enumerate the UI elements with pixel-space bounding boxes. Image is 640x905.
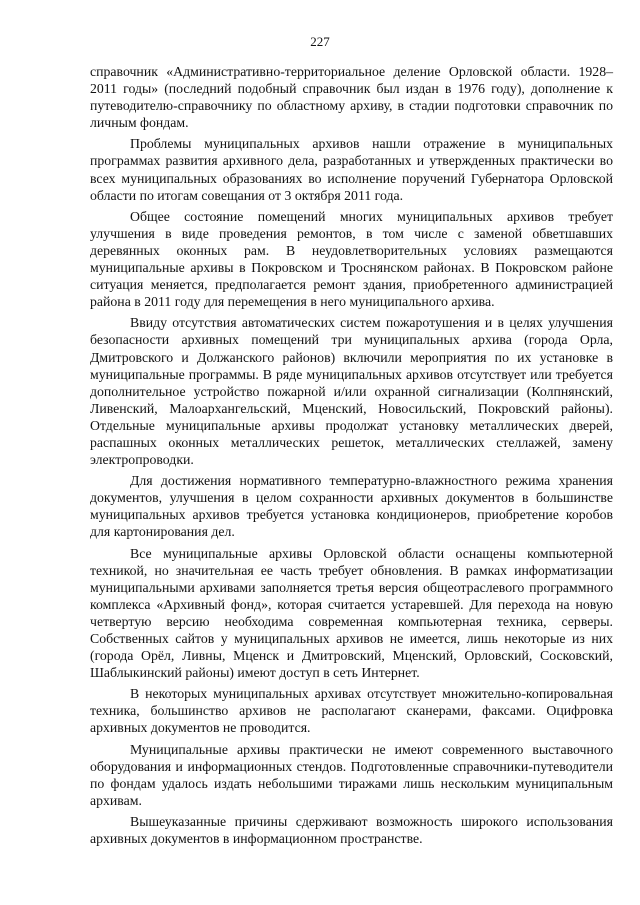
paragraph-2: Проблемы муниципальных архивов нашли отражение в муниципальных программах развития архивного дела, разработанных и утвержденных практически во всех муниципальных образованиях во исполнение поручений Губернатора Орловской области по итогам совещания от 3 октября 2011 года. <box>90 136 613 203</box>
paragraph-3: Общее состояние помещений многих муниципальных архивов требует улучшения в виде проведения ремонтов, в том числе с заменой обветшавших деревянных оконных рам. В неудовлетворительных условиях размещаются муниципальные архивы в Покровском и Троснянском районах. В Покровском районе ситуация меняется, предполагается ремонт здания, приобретенного администрацией района в 2011 году для перемещения в него муниципального архива. <box>90 208 613 310</box>
paragraph-8: Муниципальные архивы практически не имеют современного выставочного оборудования и информационных стендов. Подготовленные справочники-путеводители по фондам удалось издать небольшими тиражами лишь нескольким муниципальным архивам. <box>90 741 613 808</box>
paragraph-6: Все муниципальные архивы Орловской области оснащены компьютерной техникой, но значительная ее часть требует обновления. В рамках информатизации муниципальными архивами заполняется третья версия общеотраслевого программного комплекса «Архивный фонд», которая считается устаревшей. Для перехода на новую четвертую версию необходима современная компьютерная техника, серверы. Собственных сайтов у муниципальных архивов не имеется, лишь некоторые из них (города Орёл, Ливны, Мценск и Дмитровский, Мценский, Орловский, Сосковский, Шаблыкинский районы) имеют доступ в сеть Интернет. <box>90 545 613 681</box>
paragraph-4: Ввиду отсутствия автоматических систем пожаротушения и в целях улучшения безопасности архивных помещений три муниципальных архива (города Орла, Дмитровского и Должанского районов) включили мероприятия по их установке в муниципальные программы. В ряде муниципальных архивов отсутствует или требуется дополнительное устройство пожарной и/или охранной сигнализации (Колпнянский, Ливенский, Малоархангельский, Мценский, Новосильский, Покровский районы). Отдельные муниципальные архивы продолжат установку металлических дверей, распашных оконных металлических решеток, металлических стеллажей, замену электропроводки. <box>90 315 613 468</box>
paragraph-5: Для достижения нормативного температурно-влажностного режима хранения документов, улучшения в целом сохранности архивных документов в большинстве муниципальных архивов требуется установка кондиционеров, приобретение коробов для картонирования дел. <box>90 473 613 540</box>
paragraph-1: справочник «Административно-территориальное деление Орловской области. 1928–2011 годы» (последний подобный справочник был издан в 1976 году), дополнение к путеводителю-справочнику по областному архиву, в стадии подготовки справочник по личным фондам. <box>90 64 613 131</box>
page-number: 227 <box>310 34 330 49</box>
paragraph-7: В некоторых муниципальных архивах отсутствует множительно-копировальная техника, большинство архивов не располагают сканерами, факсами. Оцифровка архивных документов не проводится. <box>90 686 613 736</box>
document-body <box>90 63 613 851</box>
paragraph-9: Вышеуказанные причины сдерживают возможность широкого использования архивных документов в информационном пространстве. <box>90 813 613 847</box>
